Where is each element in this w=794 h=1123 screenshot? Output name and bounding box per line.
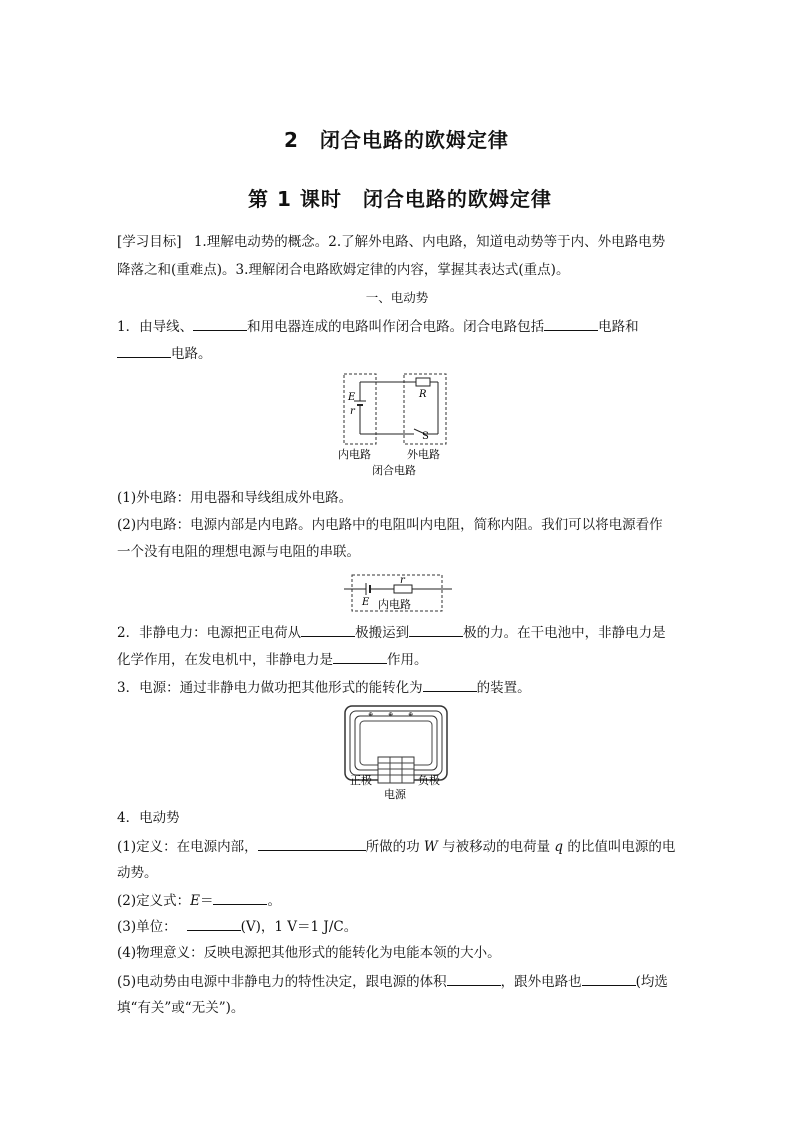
page-title: 2 闭合电路的欧姆定律 — [284, 128, 509, 152]
objectives-line-1 — [117, 232, 665, 252]
blank-4[interactable] — [301, 622, 355, 637]
item-4-3 — [117, 916, 357, 937]
closed-circuit-figure — [330, 370, 460, 478]
item-1-text-a: 1．由导线、 — [117, 319, 194, 335]
item-2-text-a: 2．非静电力：电源把正电荷从 — [117, 625, 302, 641]
blank-8[interactable] — [258, 836, 366, 851]
item-4-2-period: 。 — [267, 893, 281, 909]
item-4-heading: 4．电动势 — [117, 810, 180, 826]
label-R: R — [419, 389, 427, 400]
item-4-2 — [117, 890, 281, 911]
blank-1[interactable] — [193, 316, 247, 331]
item-1-1: (1)外电路：用电器和导线组成外电路。 — [117, 490, 353, 506]
item-4-5-text-b: ，跟外电路也 — [500, 974, 582, 990]
internal-circuit-figure — [342, 572, 454, 616]
item-2-text-b: 极搬运到 — [355, 625, 410, 641]
item-4-1-text-a: (1)定义：在电源内部， — [117, 839, 258, 855]
objectives-line-2: 降落之和(重难点)。3.理解闭合电路欧姆定律的内容，掌握其表达式(重点)。 — [117, 262, 570, 278]
label-r: r — [350, 406, 355, 417]
item-4-1-line-1 — [117, 836, 675, 857]
item-4-1-text-b: 所做的功 — [365, 839, 420, 855]
section-heading: 一、电动势 — [365, 290, 429, 305]
item-3-text-a: 3．电源：通过非静电力做功把其他形式的能转化为 — [117, 680, 423, 696]
blank-2[interactable] — [544, 316, 598, 331]
item-4-5-text-c: (均选 — [635, 974, 668, 990]
item-1-text-c: 电路和 — [598, 319, 639, 335]
label-negative-pole: 负极 — [418, 774, 440, 787]
item-2-line-2 — [117, 649, 428, 670]
item-3-text-b: 的装置。 — [476, 680, 531, 696]
symbol-W: W — [423, 839, 438, 855]
label-positive-pole: 正极 — [350, 774, 372, 787]
blank-9[interactable] — [213, 890, 267, 905]
item-4-1-text-d: 的比值叫电源的电 — [567, 839, 676, 855]
label-S: S — [422, 431, 429, 442]
internal-resistor — [394, 585, 412, 593]
label-outer-circuit: 外电路 — [407, 448, 440, 461]
item-4-5-line-1 — [117, 971, 668, 992]
source-terminal-block — [378, 757, 414, 783]
blank-12[interactable] — [582, 971, 636, 986]
item-2-text-c: 极的力。在干电池中，非静电力是 — [463, 625, 666, 641]
item-3 — [117, 677, 531, 698]
item-4-1-line-2: 动势。 — [117, 865, 158, 881]
item-1-2-line-1: (2)内电路：电源内部是内电路。内电路中的电阻叫内电阻，简称内阻。我们可以将电源看作 — [117, 517, 663, 533]
label-E: E — [348, 392, 356, 403]
symbol-E: E — [190, 893, 200, 909]
label-internal-circuit: 内电路 — [378, 598, 411, 611]
blank-6[interactable] — [333, 649, 387, 664]
blank-11[interactable] — [447, 971, 501, 986]
power-source-figure — [342, 702, 454, 800]
blank-7[interactable] — [423, 677, 477, 692]
item-1-line-2 — [117, 343, 212, 364]
item-1-text-b: 和用电器连成的电路叫作闭合电路。闭合电路包括 — [247, 319, 545, 335]
caption-power-source: 电源 — [384, 788, 406, 800]
objectives-text-1: 1.理解电动势的概念。2.了解外电路、内电路，知道电动势等于内、外电路电势 — [193, 234, 666, 250]
charge-mark-1: ⊕ — [368, 711, 374, 718]
item-4-5-line-2: 填“有关”或“无关”)。 — [117, 1000, 245, 1016]
item-1-2-line-2: 一个没有电阻的理想电源与电阻的串联。 — [117, 544, 360, 560]
caption-closed-circuit: 闭合电路 — [372, 464, 416, 477]
label-inner-circuit: 内电路 — [338, 448, 371, 461]
item-2-text-d: 化学作用，在发电机中，非静电力是 — [117, 652, 333, 668]
item-4-3-text-a: (3)单位： — [117, 919, 177, 935]
item-2-text-e: 作用。 — [387, 652, 428, 668]
blank-10[interactable] — [187, 916, 241, 931]
blank-5[interactable] — [409, 622, 463, 637]
item-1-text-d: 电路。 — [171, 346, 212, 362]
page-subtitle: 第 1 课时 闭合电路的欧姆定律 — [248, 187, 552, 211]
item-4-4: (4)物理意义：反映电源把其他形式的能转化为电能本领的大小。 — [117, 945, 501, 961]
charge-mark-3: ⊕ — [408, 711, 414, 718]
item-4-2-equals: ＝ — [199, 893, 214, 909]
charge-mark-2: ⊕ — [388, 711, 394, 718]
item-4-2-text-a: (2)定义式： — [117, 893, 191, 909]
label-E: E — [362, 597, 370, 608]
objectives-tag: [学习目标] — [117, 234, 182, 250]
blank-3[interactable] — [117, 343, 171, 358]
item-4-3-text-b: (V)，1 V＝1 J/C。 — [240, 919, 358, 935]
item-4-5-text-a: (5)电动势由电源中非静电力的特性决定，跟电源的体积 — [117, 974, 447, 990]
item-4-1-text-c: 与被移动的电荷量 — [442, 839, 551, 855]
symbol-q: q — [554, 839, 564, 855]
item-2-line-1 — [117, 622, 666, 643]
item-1-line-1 — [117, 316, 639, 337]
label-r: r — [400, 575, 405, 586]
resistor-R — [416, 378, 430, 386]
